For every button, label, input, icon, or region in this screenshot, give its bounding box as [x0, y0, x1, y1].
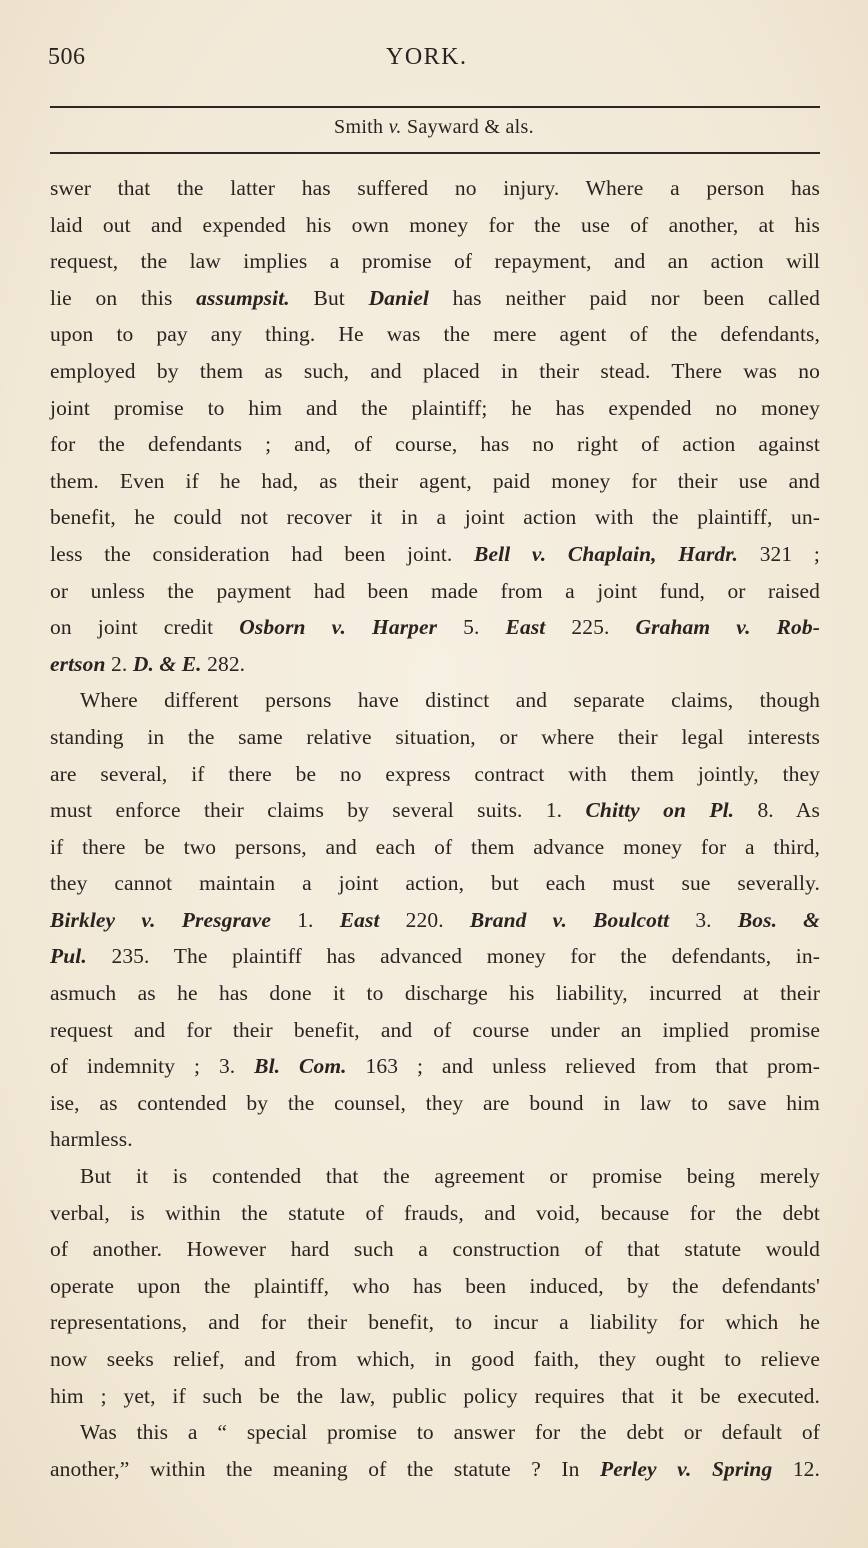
text-line [50, 170, 820, 207]
line-text: 1. [271, 907, 340, 932]
text-line [50, 390, 820, 427]
text-line [50, 463, 820, 500]
line-text: 225. [545, 615, 636, 640]
text-line [50, 829, 820, 866]
line-text: representations, and for their benefit, to incur a liability for which he [50, 1310, 820, 1335]
text-line [50, 646, 820, 683]
line-text: 12. [772, 1456, 821, 1481]
citation-text: Bell v. Chaplain, Hardr. [474, 541, 739, 566]
line-text: them. Even if he had, as their agent, paid money for their use and [50, 468, 820, 493]
line-text: laid out and expended his own money for the use of another, at his [50, 212, 820, 237]
text-line [50, 609, 820, 646]
line-text: request, the law implies a promise of repayment, and an action will [50, 249, 820, 274]
text-line [50, 573, 820, 610]
line-text: verbal, is within the statute of frauds, and void, because for the debt [50, 1200, 820, 1225]
text-line [50, 426, 820, 463]
line-text: has neither paid nor been called [428, 285, 820, 310]
line-text: standing in the same relative situation, or where their legal interests [50, 724, 820, 749]
line-text: ise, as contended by the counsel, they are bound in law to save him [50, 1090, 820, 1115]
text-line [50, 1378, 820, 1415]
text-line [50, 756, 820, 793]
line-text: 2. [105, 651, 133, 676]
line-text: operate upon the plaintiff, who has been induced, by the defendants' [50, 1273, 820, 1298]
line-text: 163 ; and unless relieved from that prom- [346, 1054, 820, 1079]
line-text: 5. [437, 615, 506, 640]
text-line [50, 1048, 820, 1085]
text-line [50, 975, 820, 1012]
text-line [50, 938, 820, 975]
line-text: request and for their benefit, and of course under an implied promise [50, 1017, 820, 1042]
line-text: on joint credit [50, 615, 240, 640]
line-text: But it is contended that the agreement or promise being merely [80, 1164, 820, 1189]
citation-text: Birkley v. Presgrave [50, 907, 272, 932]
case-versus: v. [388, 116, 402, 138]
text-line [50, 536, 820, 573]
line-text: 235. The plaintiff has advanced money for the defendants, in- [86, 944, 820, 969]
text-line [50, 1341, 820, 1378]
text-line [50, 207, 820, 244]
citation-text: D. & E. [132, 651, 202, 676]
line-text: benefit, he could not recover it in a joint action with the plaintiff, un- [50, 505, 820, 530]
citation-text: Daniel [368, 285, 429, 310]
citation-text: ertson [50, 651, 106, 676]
line-text: 282. [201, 651, 246, 676]
line-text: of indemnity ; 3. [50, 1054, 255, 1079]
citation-text: Chitty on Pl. [585, 798, 735, 823]
text-line [50, 1012, 820, 1049]
line-text: must enforce their claims by several suits. 1. [50, 798, 586, 823]
top-rule [50, 106, 820, 108]
running-title: YORK. [386, 44, 468, 70]
citation-text: Bl. Com. [254, 1054, 347, 1079]
citation-text: East [505, 615, 546, 640]
body-text [50, 170, 820, 1487]
text-line [50, 1451, 820, 1488]
citation-text: Osborn v. Harper [239, 615, 438, 640]
running-head [48, 44, 820, 78]
text-line [50, 1231, 820, 1268]
case-title [0, 116, 868, 139]
text-line [50, 1195, 820, 1232]
line-text: lie on this [50, 285, 197, 310]
citation-text: Perley v. Spring [599, 1456, 773, 1481]
text-line [50, 1414, 820, 1451]
text-line [50, 280, 820, 317]
line-text: if there be two persons, and each of them advance money for a third, [50, 834, 820, 859]
citation-text: assumpsit. [196, 285, 290, 310]
line-text: they cannot maintain a joint action, but each must sue severally. [50, 871, 820, 896]
text-line [50, 353, 820, 390]
line-text: harmless. [50, 1127, 133, 1152]
line-text: But [289, 285, 369, 310]
line-text: employed by them as such, and placed in their stead. There was no [50, 358, 820, 383]
line-text: Where different persons have distinct and separate claims, though [80, 688, 820, 713]
line-text: Was this a “ special promise to answer for the debt or default of [80, 1420, 820, 1445]
case-party-1: Smith [334, 116, 384, 138]
page-number: 506 [48, 44, 86, 70]
line-text: now seeks relief, and from which, in good faith, they ought to relieve [50, 1347, 820, 1371]
text-line [50, 499, 820, 536]
line-text: less the consideration had been joint. [50, 541, 475, 566]
text-line [50, 316, 820, 353]
text-line [50, 865, 820, 902]
text-line [50, 682, 820, 719]
text-line [50, 1158, 820, 1195]
line-text: 220. [379, 907, 470, 932]
line-text: of another. However hard such a construction of that statute would [50, 1237, 820, 1262]
text-line [50, 792, 820, 829]
line-text: another,” within the meaning of the statute ? In [50, 1456, 600, 1481]
line-text: are several, if there be no express contract with them jointly, they [50, 761, 820, 786]
citation-text: Pul. [50, 944, 87, 969]
line-text: 8. As [734, 798, 820, 823]
line-text: upon to pay any thing. He was the mere agent of the defendants, [50, 322, 820, 347]
case-party-2: Sayward & als. [406, 116, 534, 138]
bottom-rule [50, 152, 820, 154]
line-text: swer that the latter has suffered no injury. Where a person has [50, 176, 820, 200]
text-line [50, 719, 820, 756]
line-text: 3. [669, 907, 738, 932]
citation-text: Graham v. Rob- [635, 615, 820, 640]
citation-text: East [339, 907, 380, 932]
line-text: for the defendants ; and, of course, has no right of action against [50, 432, 820, 457]
text-line [50, 902, 820, 939]
text-line [50, 243, 820, 280]
line-text: asmuch as he has done it to discharge his liability, incurred at their [50, 981, 820, 1006]
text-line [50, 1085, 820, 1122]
citation-text: Brand v. Boulcott [469, 907, 670, 932]
text-line [50, 1121, 820, 1158]
line-text: 321 ; [738, 541, 820, 566]
line-text: joint promise to him and the plaintiff; he has expended no money [50, 395, 820, 420]
text-line [50, 1268, 820, 1305]
text-line [50, 1304, 820, 1341]
line-text: or unless the payment had been made from a joint fund, or raised [50, 578, 820, 603]
line-text: him ; yet, if such be the law, public policy requires that it be executed. [50, 1383, 820, 1408]
citation-text: Bos. & [737, 907, 821, 932]
